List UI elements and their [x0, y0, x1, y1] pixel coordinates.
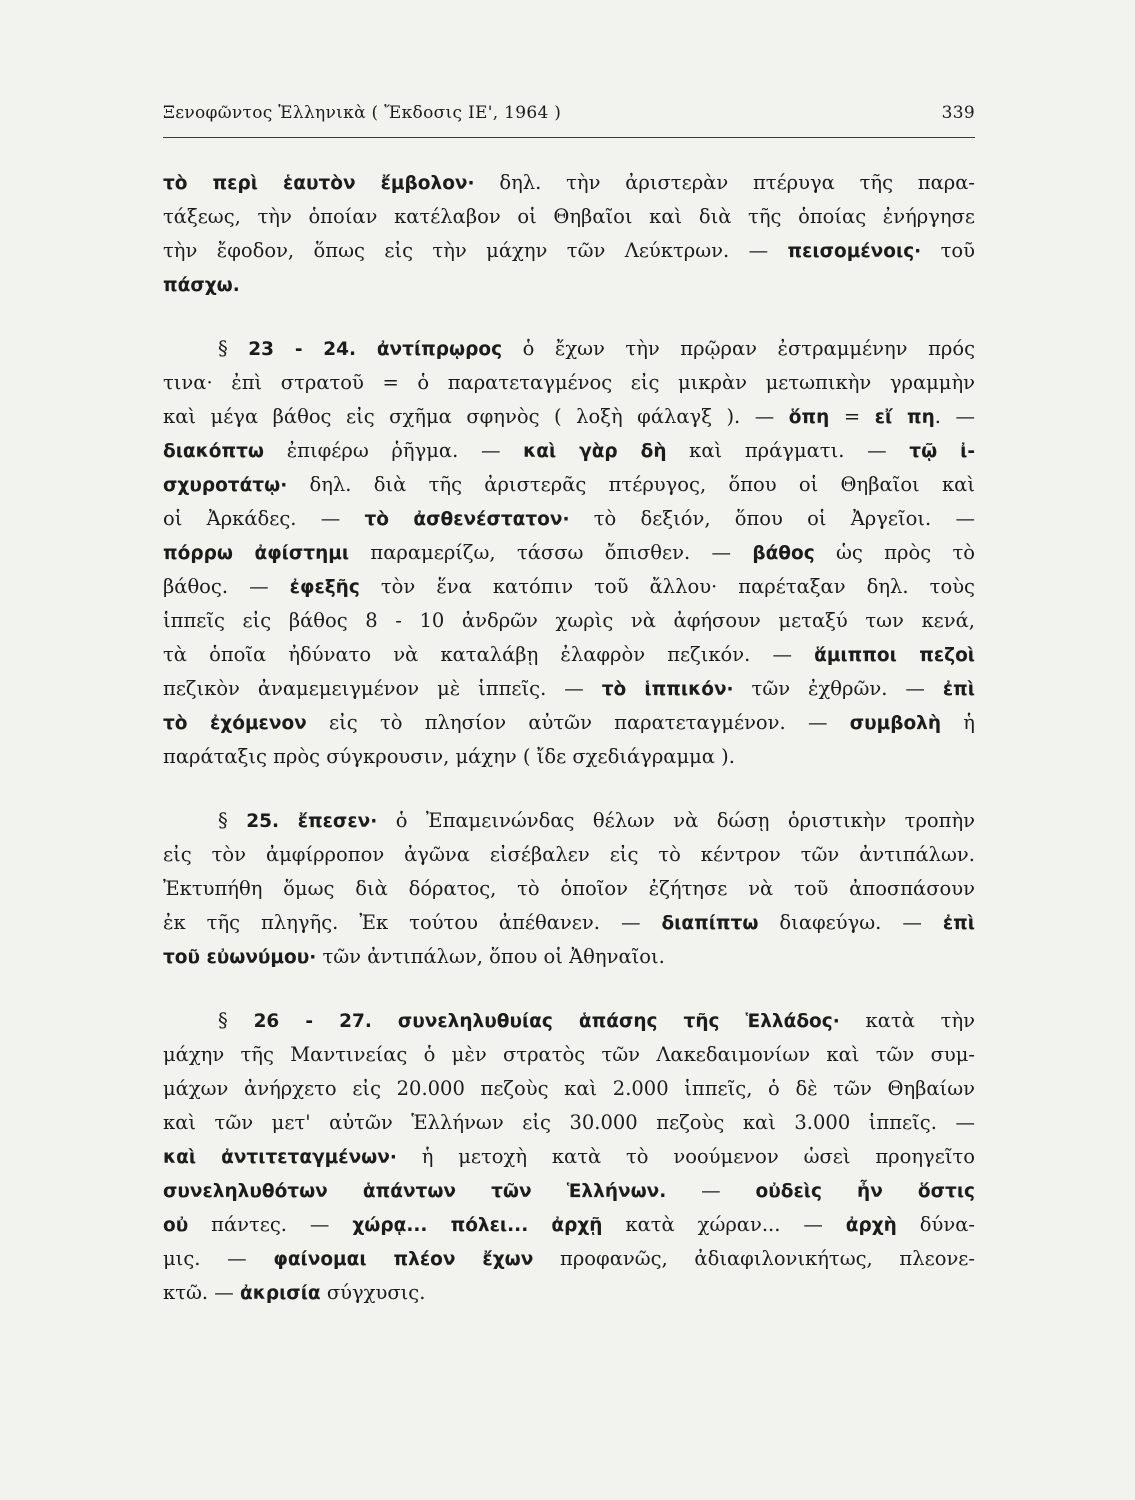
text-run: κτῶ. —: [163, 1281, 240, 1304]
text-run: =: [829, 405, 875, 428]
text-run: πεζικὸν ἀναμεμειγμένον μὲ ἱππεῖς. —: [163, 677, 602, 700]
bold-lemma: τοῦ εὐωνύμου·: [163, 947, 317, 968]
text-line: [163, 804, 975, 838]
text-run: ὁ Ἐπαμεινώνδας θέλων νὰ δώσῃ ὁριστικὴν τροπὴν: [377, 809, 975, 832]
text-run: ἡ: [941, 711, 975, 734]
section-sign: §: [218, 337, 249, 360]
bold-lemma: χώρᾳ... πόλει... ἀρχῇ: [352, 1215, 603, 1236]
text-run: κατὰ τὴν: [839, 1009, 975, 1032]
bold-lemma: συνεληλυθότων ἁπάντων τῶν Ἑλλήνων.: [163, 1181, 667, 1202]
bold-lemma: τῷ ἰ-: [909, 441, 975, 462]
bold-lemma: τὸ περὶ ἑαυτὸν ἔμβολον·: [163, 173, 475, 194]
section-sign: §: [218, 809, 247, 832]
bold-lemma: ἀρχὴ: [845, 1215, 897, 1236]
text-run: τοῦ: [921, 239, 975, 262]
section-sign: §: [218, 1009, 254, 1032]
bold-lemma: ἀκρισία: [239, 1283, 321, 1304]
text-run: εἰς τὸν ἀμφίρροπον ἀγῶνα εἰσέβαλεν εἰς τὸ κέντρον τῶν ἀντιπάλων.: [163, 843, 975, 866]
text-line: [163, 366, 975, 400]
bold-lemma: φαίνομαι πλέον ἔχων: [273, 1249, 534, 1270]
text-run: οἱ Ἀρκάδες. —: [163, 507, 365, 530]
text-run: καὶ πράγματι. —: [666, 439, 910, 462]
text-line: [163, 940, 975, 974]
text-run: καὶ μέγα βάθος εἰς σχῆμα σφηνὸς ( λοξὴ φάλαγξ ). —: [163, 405, 789, 428]
text-line: [163, 234, 975, 268]
text-line: [163, 672, 975, 706]
bold-lemma: βάθος: [752, 543, 815, 564]
bold-lemma: συμβολὴ: [849, 713, 942, 734]
text-line: [163, 906, 975, 940]
text-run: καὶ τῶν μετ' αὐτῶν Ἑλλήνων εἰς 30.000 πεζοὺς καὶ 3.000 ἱππεῖς. —: [163, 1111, 975, 1134]
bold-lemma: ἐφεξῆς: [289, 577, 360, 598]
bold-lemma: πάσχω.: [163, 275, 240, 296]
text-line: [163, 1004, 975, 1038]
text-run: δηλ. τὴν ἀριστερὰν πτέρυγα τῆς παρα-: [474, 171, 975, 194]
text-run: ἡ μετοχὴ κατὰ τὸ νοούμενον ὡσεὶ προηγεῖτο: [396, 1145, 975, 1168]
text-line: [163, 706, 975, 740]
text-run: τὴν ἔφοδον, ὅπως εἰς τὴν μάχην τῶν Λεύκτρων. —: [163, 239, 788, 262]
text-line: [163, 1038, 975, 1072]
bold-lemma: σχυροτάτῳ·: [163, 475, 288, 496]
paragraph-section-25: [163, 804, 975, 974]
bold-lemma: τὸ ἐχόμενον: [163, 713, 307, 734]
text-run: —: [666, 1179, 756, 1202]
text-line: [163, 1174, 975, 1208]
text-run: μις. —: [163, 1247, 274, 1270]
bold-lemma: οὐδεὶς ἦν ὅστις: [755, 1181, 975, 1202]
text-line: [163, 1072, 975, 1106]
bold-lemma: πόρρω ἀφίστημι: [163, 543, 350, 564]
text-run: παράταξις πρὸς σύγκρουσιν, μάχην ( ἴδε σχεδιάγραμμα ).: [163, 745, 735, 768]
text-run: δύνα-: [896, 1213, 975, 1236]
text-line: [163, 838, 975, 872]
text-run: ἐκ τῆς πληγῆς. Ἐκ τούτου ἀπέθανεν. —: [163, 911, 662, 934]
text-run: τῶν ἀντιπάλων, ὅπου οἱ Ἀθηναῖοι.: [316, 945, 665, 968]
text-run: κατὰ χώραν... —: [602, 1213, 846, 1236]
text-run: τὰ ὁποῖα ἠδύνατο νὰ καταλάβῃ ἐλαφρὸν πεζικόν. —: [163, 643, 815, 666]
text-run: τάξεως, τὴν ὁποίαν κατέλαβον οἱ Θηβαῖοι καὶ διὰ τῆς ὁποίας ἐνήργησε: [163, 205, 975, 228]
header-rule: [163, 137, 975, 138]
bold-lemma: εἴ πη: [874, 407, 935, 428]
text-run: πάντες. —: [188, 1213, 353, 1236]
text-run: ὡς πρὸς τὸ: [814, 541, 975, 564]
text-run: τὸν ἕνα κατόπιν τοῦ ἄλλου· παρέταξαν δηλ. τοὺς: [359, 575, 975, 598]
text-line: [163, 468, 975, 502]
text-run: μάχων ἀνήρχετο εἰς 20.000 πεζοὺς καὶ 2.000 ἱππεῖς, ὁ δὲ τῶν Θηβαίων: [163, 1077, 975, 1100]
bold-lemma: τὸ ἀσθενέστατον·: [364, 509, 570, 530]
text-run: παραμερίζω, τάσσω ὄπισθεν. —: [349, 541, 753, 564]
text-line: [163, 740, 975, 774]
text-line: [163, 638, 975, 672]
bold-lemma: οὐ: [163, 1215, 189, 1236]
commentary-text: [163, 166, 975, 1310]
text-run: τινα· ἐπὶ στρατοῦ = ὁ παρατεταγμένος εἰς μικρὰν μετωπικὴν γραμμὴν: [163, 371, 975, 394]
bold-lemma: καὶ γὰρ δὴ: [523, 441, 667, 462]
text-line: [163, 536, 975, 570]
bold-lemma: ἐπὶ: [942, 913, 975, 934]
text-run: τὸ δεξιόν, ὅπου οἱ Ἀργεῖοι. —: [569, 507, 975, 530]
text-run: βάθος. —: [163, 575, 290, 598]
text-run: σύγχυσις.: [320, 1281, 426, 1304]
text-line: [163, 502, 975, 536]
text-line: [163, 1208, 975, 1242]
text-line: [163, 200, 975, 234]
text-run: μάχην τῆς Μαντινείας ὁ μὲν στρατὸς τῶν Λακεδαιμονίων καὶ τῶν συμ-: [163, 1043, 975, 1066]
text-line: [163, 400, 975, 434]
bold-lemma: τὸ ἱππικόν·: [601, 679, 734, 700]
bold-lemma: 25. ἔπεσεν·: [246, 811, 378, 832]
paragraph-section-26-27: [163, 1004, 975, 1310]
bold-lemma: ὅπη: [788, 407, 830, 428]
text-line: [163, 1106, 975, 1140]
text-run: ὁ ἔχων τὴν πρῷραν ἐστραμμένην πρός: [502, 337, 976, 360]
text-line: [163, 1276, 975, 1310]
bold-lemma: διακόπτω: [163, 441, 265, 462]
text-run: ἱππεῖς εἰς βάθος 8 - 10 ἀνδρῶν χωρὶς νὰ ἀφήσουν μεταξύ των κενά,: [163, 609, 975, 632]
bold-lemma: 23 - 24. ἀντίπρῳρος: [248, 339, 503, 360]
text-line: [163, 1242, 975, 1276]
text-run: Ἐκτυπήθη ὅμως διὰ δόρατος, τὸ ὁποῖον ἐζήτησε νὰ τοῦ ἀποσπάσουν: [163, 877, 975, 900]
text-run: δηλ. διὰ τῆς ἀριστερᾶς πτέρυγος, ὅπου οἱ Θηβαῖοι καὶ: [287, 473, 975, 496]
text-line: [163, 434, 975, 468]
text-run: τῶν ἐχθρῶν. —: [733, 677, 943, 700]
paragraph-continuation: [163, 166, 975, 302]
text-line: [163, 872, 975, 906]
text-run: προφανῶς, ἀδιαφιλονικήτως, πλεονε-: [533, 1247, 975, 1270]
running-title: Ξενοφῶντος Ἑλληνικὰ ( Ἔκδοσις ΙΕ', 1964 ): [163, 103, 562, 123]
text-line: [163, 570, 975, 604]
text-line: [163, 166, 975, 200]
text-line: [163, 332, 975, 366]
page-number: 339: [941, 103, 975, 123]
text-run: εἰς τὸ πλησίον αὐτῶν παρατεταγμένον. —: [306, 711, 850, 734]
bold-lemma: καὶ ἀντιτεταγμένων·: [163, 1147, 397, 1168]
paragraph-section-23-24: [163, 332, 975, 774]
text-run: ἐπιφέρω ῥῆγμα. —: [264, 439, 524, 462]
text-line: [163, 1140, 975, 1174]
bold-lemma: πεισομένοις·: [787, 241, 922, 262]
text-run: . —: [934, 405, 975, 428]
text-line: [163, 604, 975, 638]
bold-lemma: διαπίπτω: [661, 913, 759, 934]
bold-lemma: ἐπὶ: [942, 679, 975, 700]
running-header: [163, 100, 975, 126]
text-line: [163, 268, 975, 302]
bold-lemma: ἅμιπποι πεζοὶ: [814, 645, 975, 666]
bold-lemma: 26 - 27. συνεληλυθυίας ἁπάσης τῆς Ἑλλάδος·: [253, 1011, 840, 1032]
text-run: διαφεύγω. —: [758, 911, 943, 934]
